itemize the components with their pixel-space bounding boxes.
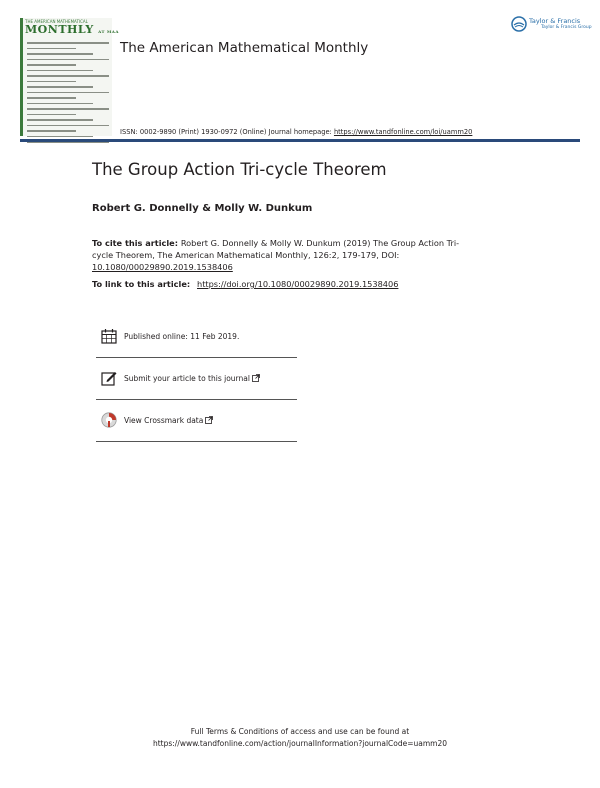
crossmark-text: View Crossmark data — [124, 416, 204, 425]
box-divider — [96, 357, 297, 359]
citation-text: Robert G. Donnelly & Molly W. Dunkum (2019) The Group Action Tri-cycle Theorem, The American Mathematical Monthly, 126:2, 179-179, DOI: — [92, 238, 460, 260]
footer-terms-line1: Full Terms & Conditions of access and use can be found at — [190, 727, 410, 736]
edit-icon — [101, 370, 117, 386]
crossmark-icon — [101, 412, 117, 428]
external-link-icon — [205, 416, 213, 424]
journal-name: The American Mathematical Monthly — [120, 40, 369, 56]
issn-line — [120, 128, 472, 136]
publisher-logo-subtext: Taylor & Francis Group — [541, 25, 592, 30]
submit-article-link[interactable] — [124, 374, 260, 383]
cover-masthead — [25, 19, 120, 38]
crossmark-box[interactable] — [96, 412, 297, 442]
footer-terms-link[interactable]: https://www.tandfonline.com/action/journalInformation?journalCode=uamm20 — [152, 739, 448, 748]
journal-cover-thumbnail — [20, 18, 120, 136]
article-link-line — [92, 279, 398, 289]
published-online-text: Published online: 11 Feb 2019. — [124, 332, 240, 341]
box-divider — [96, 441, 297, 443]
crossmark-link[interactable] — [124, 416, 213, 425]
citation-block — [92, 237, 472, 273]
taylor-francis-logo-icon — [511, 16, 527, 32]
footer-terms — [0, 726, 600, 750]
cover-masthead-title — [25, 23, 120, 38]
header-divider — [20, 139, 580, 142]
calendar-icon — [101, 328, 117, 344]
article-doi-link[interactable]: https://doi.org/10.1080/00029890.2019.1538406 — [197, 279, 399, 289]
cover-title-text: MONTHLY — [25, 23, 94, 36]
published-online-box — [96, 328, 297, 358]
submit-article-text: Submit your article to this journal — [124, 374, 250, 383]
issn-text: ISSN: 0002-9890 (Print) 1930-0972 (Online) Journal homepage: — [120, 128, 334, 136]
publisher-logo[interactable] — [511, 16, 592, 36]
article-link-label: To link to this article: — [92, 279, 193, 289]
cover-title-tag: AT MAA — [98, 29, 120, 34]
publisher-logo-text: Taylor & Francis — [529, 17, 581, 25]
submit-article-box[interactable] — [96, 370, 297, 400]
article-authors: Robert G. Donnelly & Molly W. Dunkum — [92, 203, 313, 214]
cover-masthead-sup: THE AMERICAN MATHEMATICAL — [25, 19, 88, 24]
external-link-icon — [252, 374, 260, 382]
citation-label: To cite this article: — [92, 238, 181, 248]
cover-contents-lines — [27, 42, 109, 147]
journal-homepage-link[interactable]: https://www.tandfonline.com/loi/uamm20 — [333, 128, 473, 136]
citation-doi-link[interactable]: 10.1080/00029890.2019.1538406 — [92, 262, 233, 272]
article-title: The Group Action Tri-cycle Theorem — [92, 160, 387, 179]
box-divider — [96, 399, 297, 401]
